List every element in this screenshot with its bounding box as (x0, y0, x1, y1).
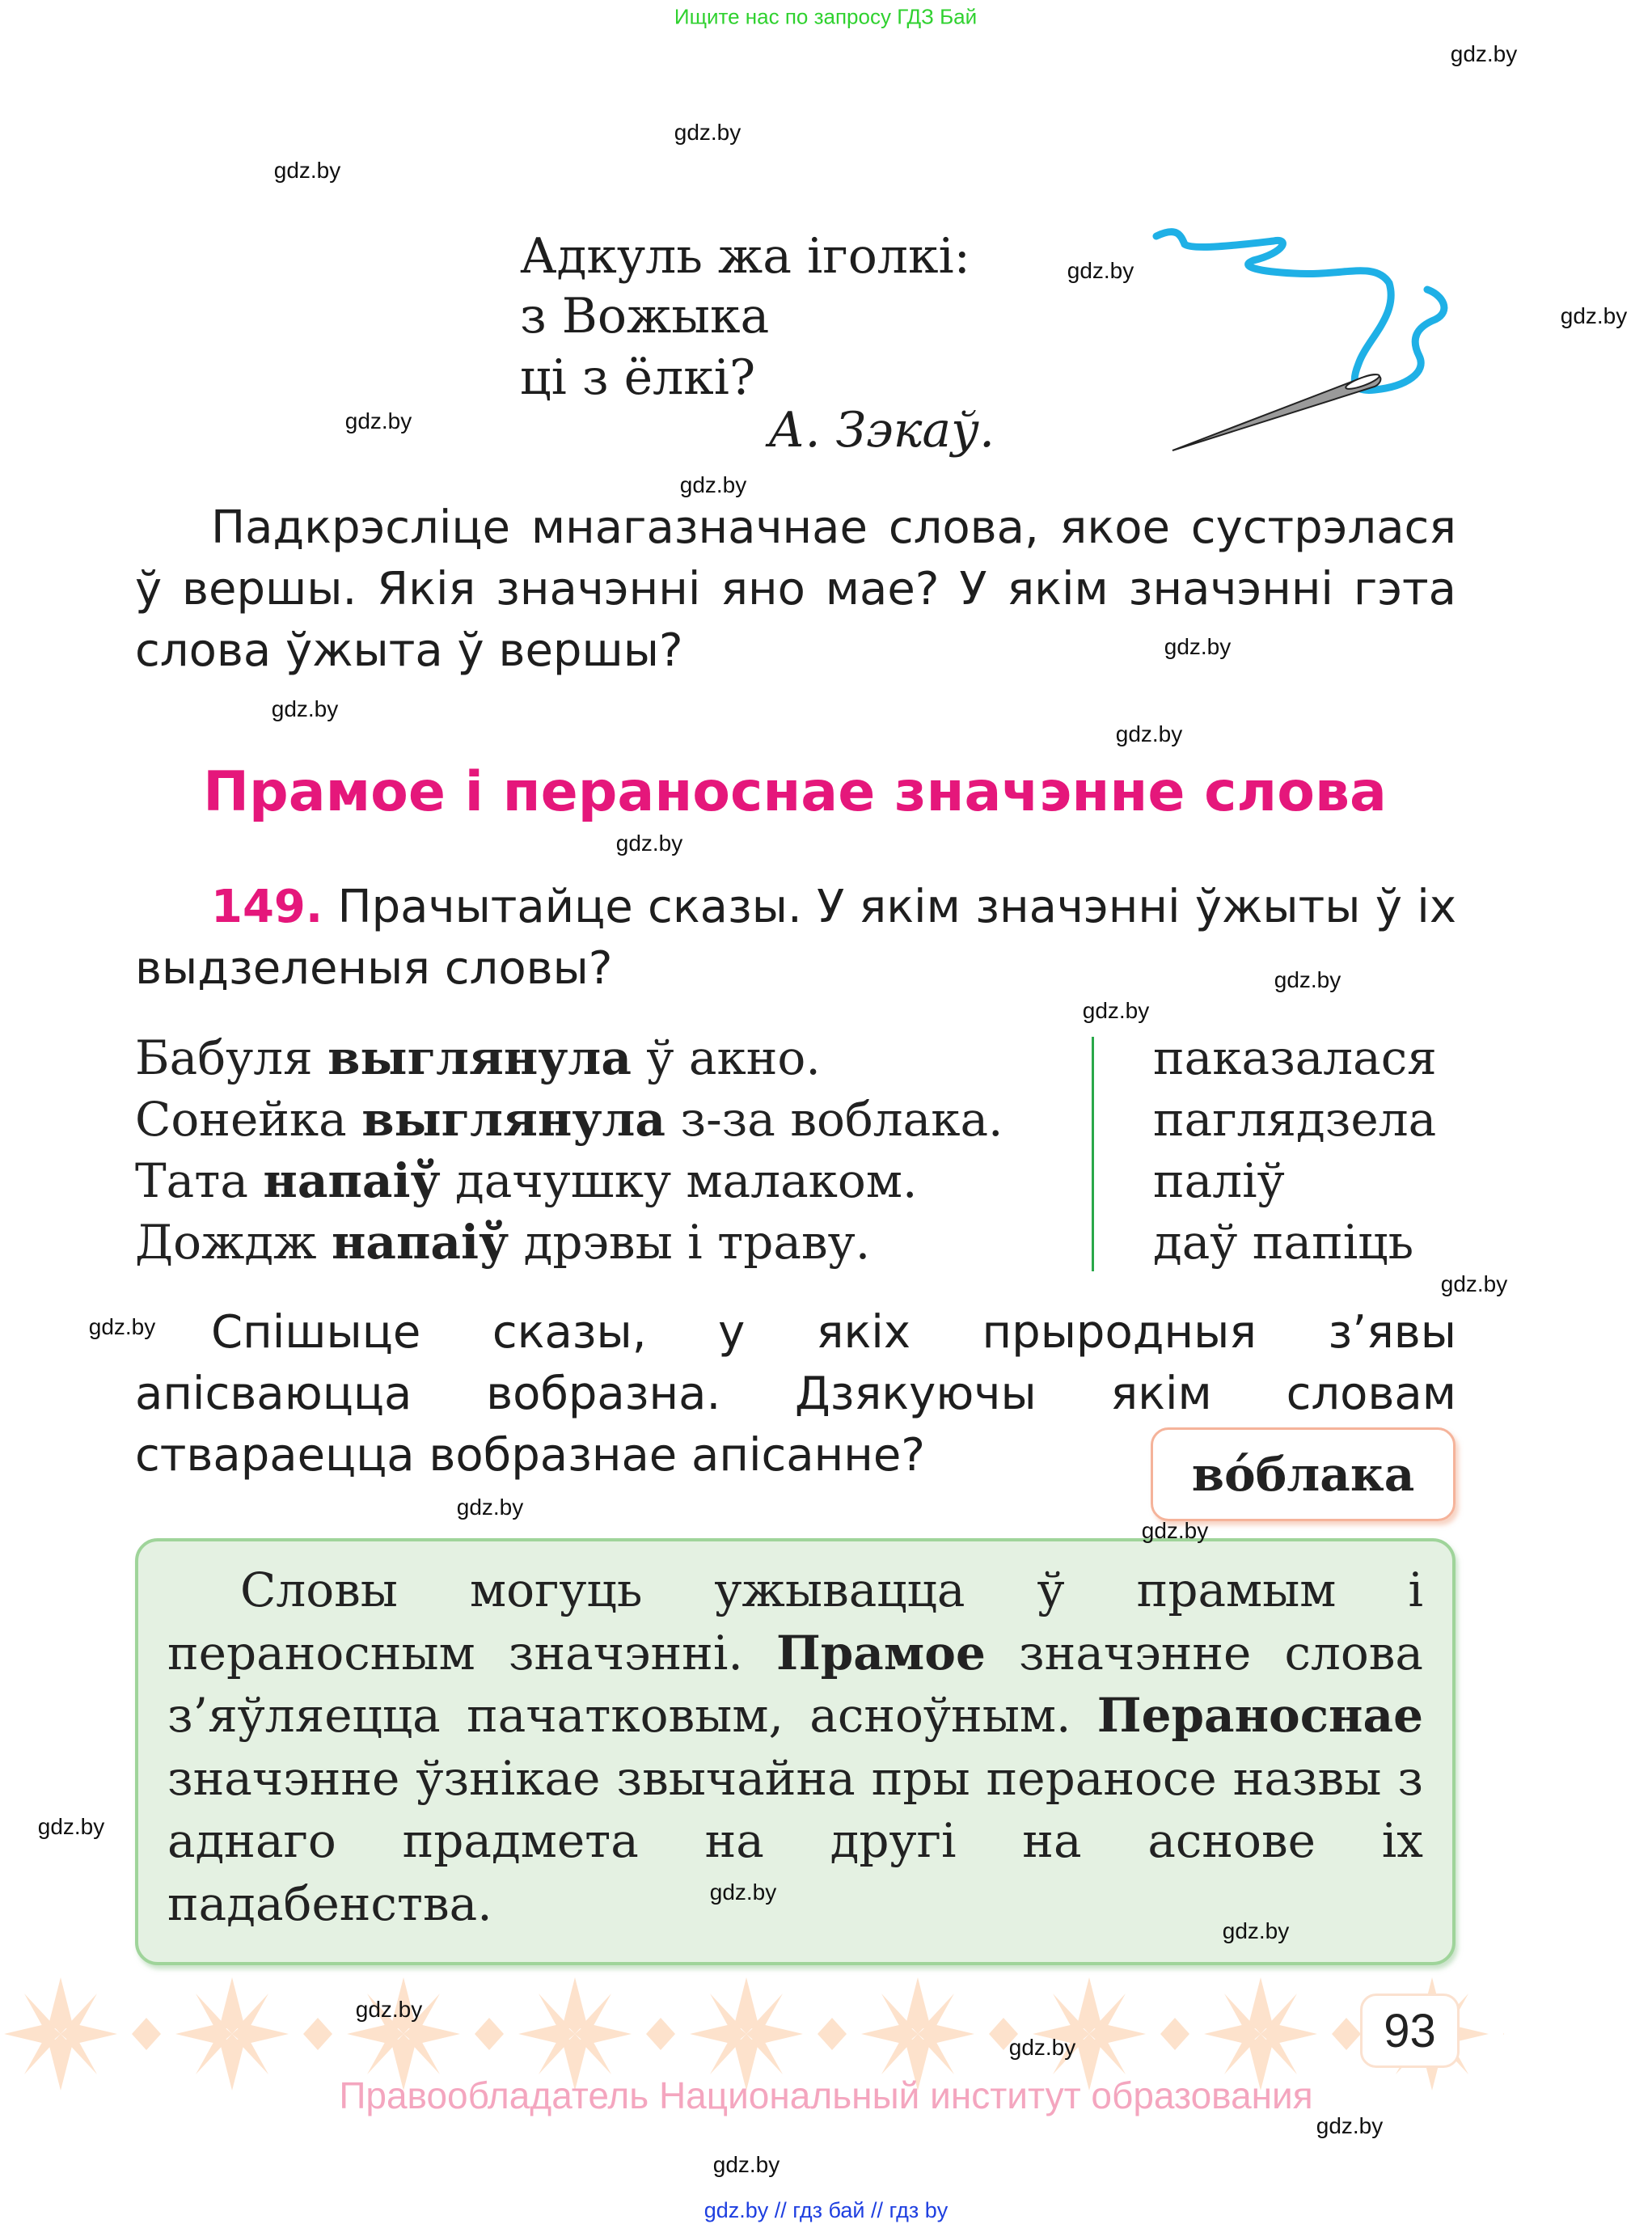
sentence: Дождж напаіў дрэвы і траву. (135, 1215, 871, 1270)
poem-author: А. Зэкаў. (768, 402, 995, 459)
exercise-number: 149. (211, 881, 323, 933)
poem-line: ці з ёлкі? (520, 349, 756, 406)
ornament-diamond (475, 2018, 504, 2050)
ornament-diamond (132, 2018, 161, 2050)
watermark: gdz.by (273, 158, 341, 183)
watermark: gdz.by (1222, 1918, 1290, 1943)
copyright-notice: Правообладатель Национальный институт образования (339, 2074, 1313, 2116)
watermark: gdz.by (37, 1814, 105, 1839)
ornament-diamond (1503, 2018, 1504, 2050)
watermark: gdz.by (271, 696, 339, 721)
column-divider (1092, 1037, 1094, 1271)
needle-thread-illustration (1132, 202, 1456, 469)
ornament-diamond (818, 2018, 847, 2050)
exercise-task: Спішыце сказы, у якіх прыродныя з’явы апісваюцца вобразна. Дзякуючы якім словам ствараецца вобразнае апісанне? (135, 1306, 1456, 1482)
watermark: gdz.by (88, 1314, 156, 1339)
watermark: gdz.by (1560, 303, 1628, 328)
sentence: Бабуля выглянула ў акно. (135, 1030, 821, 1085)
rule-box: Словы могуць ужывацца ў прамым і пераносным значэнні. Прамое значэнне слова з’яўляецца пачатковым, асноўным. Пераноснае значэнне ўзнікае звычайна пры пераносе назвы з аднаго прадмета на другі на аснове іх падабенства. (135, 1538, 1456, 1965)
sentences-list (135, 1027, 1003, 1273)
watermark: gdz.by (615, 831, 683, 856)
ornament-diamond (1160, 2018, 1189, 2050)
vocabulary-word-box: во́блака (1151, 1427, 1456, 1521)
meanings-list (1153, 1027, 1437, 1273)
sentence: Сонейка выглянула з-за воблака. (135, 1092, 1003, 1147)
ornament-diamond (646, 2018, 675, 2050)
meaning: паглядзела (1153, 1092, 1437, 1147)
page-number: 93 (1360, 1994, 1460, 2068)
poem-line: з Вожыка (520, 288, 770, 345)
task-intro: Падкрэсліце мнагазначнае слова, якое сустрэлася ў вершы. Якія значэнні яно мае? У якім значэнні гэта слова ўжыта ў вершы? (135, 501, 1456, 677)
watermark: gdz.by (344, 408, 412, 433)
section-title: Прамое і пераноснае значэнне слова (203, 760, 1387, 824)
watermark: gdz.by (355, 1997, 423, 2022)
meaning: даў папіць (1153, 1215, 1414, 1270)
exercise-instruction: Прачытайце сказы. У якім значэнні ўжыты ў іх выдзеленыя словы? (135, 881, 1456, 995)
watermark: gdz.by (1141, 1518, 1209, 1543)
watermark: gdz.by (712, 2152, 780, 2177)
footer-links[interactable]: gdz.by // гдз бай // гдз by (703, 2198, 949, 2222)
poem-line: Адкуль жа іголкі: (520, 228, 970, 285)
watermark: gdz.by (1164, 634, 1232, 659)
watermark: gdz.by (679, 472, 747, 497)
ornament-diamond (303, 2018, 332, 2050)
watermark: gdz.by (456, 1495, 524, 1520)
watermark: gdz.by (1450, 41, 1518, 66)
exercise-text (135, 877, 1456, 1000)
watermark: gdz.by (1316, 2113, 1384, 2138)
watermark: gdz.by (1082, 998, 1150, 1023)
sentence: Тата напаіў дачушку малаком. (135, 1153, 918, 1208)
watermark: gdz.by (674, 120, 741, 145)
search-banner[interactable]: Ищите нас по запросу ГДЗ Бай (674, 4, 978, 29)
meaning: паліў (1153, 1153, 1285, 1208)
watermark: gdz.by (1440, 1271, 1508, 1296)
watermark: gdz.by (1274, 967, 1341, 992)
watermark: gdz.by (1008, 2035, 1076, 2060)
watermark: gdz.by (1115, 721, 1183, 746)
ornament-diamond (1332, 2018, 1361, 2050)
meaning: паказалася (1153, 1030, 1437, 1085)
watermark: gdz.by (1067, 258, 1134, 283)
watermark: gdz.by (709, 1879, 777, 1905)
